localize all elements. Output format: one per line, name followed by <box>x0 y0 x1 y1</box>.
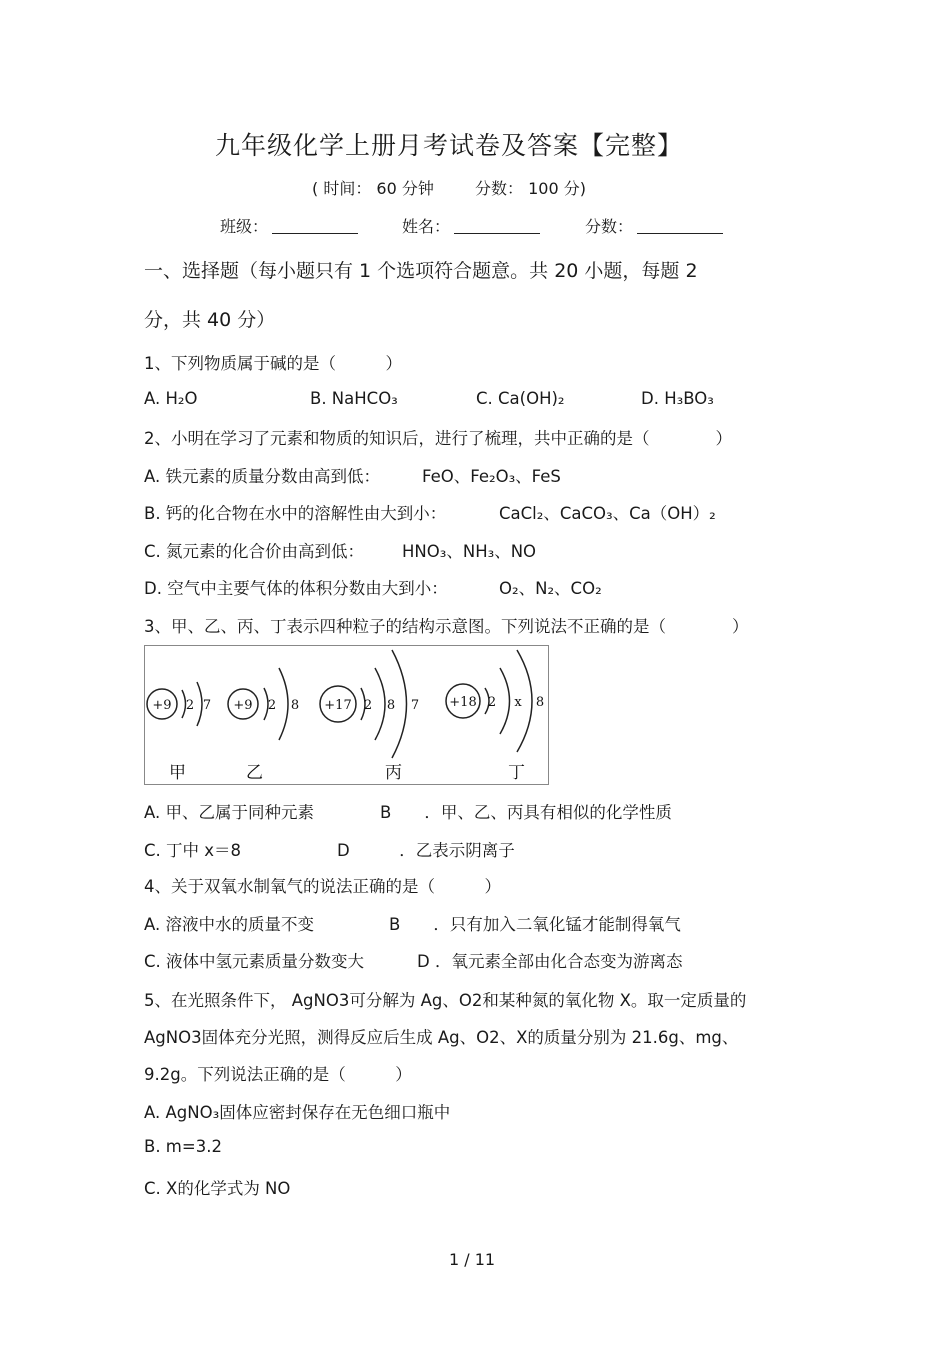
q2-option-a-label: A. 铁元素的质量分数由高到低： <box>144 467 380 486</box>
exam-total-score: 分数： 100 分) <box>475 179 586 198</box>
q3-option-a: A. 甲、乙属于同种元素 <box>144 803 314 822</box>
q3-option-b: B ．甲、乙、丙具有相似的化学性质 <box>380 803 672 822</box>
q4-option-b: B ．只有加入二氧化锰才能制得氧气 <box>389 915 681 934</box>
name-blank <box>454 217 540 234</box>
q2-option-c-value: HNO₃、NH₃、NO <box>402 542 537 561</box>
atom-structure-figure <box>144 645 549 785</box>
q5-stem-line1: 5、在光照条件下， AgNO3可分解为 Ag、O2和某种氮的氧化物 X。取一定质量的 <box>144 991 747 1010</box>
q1-stem: 1、下列物质属于碱的是（ ） <box>144 354 402 373</box>
q2-option-b-label: B. 钙的化合物在水中的溶解性由大到小： <box>144 504 447 523</box>
name-field <box>402 214 540 237</box>
atom-1-shell-2 <box>197 682 202 726</box>
atom-2-label: 乙 <box>246 763 263 783</box>
score-field <box>585 214 723 237</box>
class-blank <box>272 217 358 234</box>
page-title: 九年级化学上册月考试卷及答案【完整】 <box>215 131 684 160</box>
q2-option-d-label: D. 空气中主要气体的体积分数由大到小： <box>144 579 448 598</box>
class-label: 班级： <box>220 217 269 236</box>
atom-2-nucleus: +9 <box>233 698 253 713</box>
atom-3-shell-2 <box>375 668 385 740</box>
name-label: 姓名： <box>402 217 451 236</box>
atom-1-label: 甲 <box>169 763 186 783</box>
score-blank <box>637 217 723 234</box>
section-heading-line2: 分，共 40 分） <box>144 309 276 331</box>
atom-3-shell-2-count: 8 <box>386 698 396 713</box>
page-number: 1 / 11 <box>449 1250 496 1269</box>
q3-option-c: C. 丁中 x＝8 <box>144 841 242 860</box>
q5-option-c: C. X的化学式为 NO <box>144 1179 291 1198</box>
exam-time: ( 时间： 60 分钟 <box>312 179 434 198</box>
q2-stem: 2、小明在学习了元素和物质的知识后，进行了梳理，共中正确的是（ ） <box>144 429 732 448</box>
atom-2-shell-2 <box>279 668 288 740</box>
q2-option-d-value: O₂、N₂、CO₂ <box>499 579 602 598</box>
q5-stem-line3: 9.2g。下列说法正确的是（ ） <box>144 1065 412 1084</box>
q5-stem-line2: AgNO3固体充分光照，测得反应后生成 Ag、O2、X的质量分别为 21.6g、mg、 <box>144 1028 739 1047</box>
q2-option-b-value: CaCl₂、CaCO₃、Ca（OH）₂ <box>499 504 716 523</box>
q5-option-a: A. AgNO₃固体应密封保存在无色细口瓶中 <box>144 1103 451 1122</box>
atom-2-shell-2-count: 8 <box>290 698 300 713</box>
atom-4-nucleus: +18 <box>449 695 477 710</box>
q1-option-c: C. Ca(OH)₂ <box>476 389 565 408</box>
atom-structure-diagram <box>145 646 548 784</box>
q4-stem: 4、关于双氧水制氧气的说法正确的是（ ） <box>144 877 501 896</box>
q1-option-d: D. H₃BO₃ <box>641 389 714 408</box>
atom-1-nucleus: +9 <box>152 698 172 713</box>
section-heading-line1: 一、选择题（每小题只有 1 个选项符合题意。共 20 小题，每题 2 <box>144 260 698 282</box>
q4-option-c: C. 液体中氢元素质量分数变大 <box>144 952 365 971</box>
q1-option-b: B. NaHCO₃ <box>310 389 398 408</box>
atom-3-shell-1-count: 2 <box>363 698 373 713</box>
atom-4-shell-3-count: 8 <box>535 695 545 710</box>
q1-option-a: A. H₂O <box>144 389 198 408</box>
q3-stem: 3、甲、乙、丙、丁表示四种粒子的结构示意图。下列说法不正确的是（ ） <box>144 617 749 636</box>
q3-option-d: D ．乙表示阴离子 <box>337 841 515 860</box>
class-field <box>220 214 358 237</box>
atom-1-shell-1-count: 2 <box>185 698 195 713</box>
atom-4-shell-2-count: x <box>514 695 522 710</box>
atom-3-nucleus: +17 <box>324 698 352 713</box>
q4-option-a: A. 溶液中水的质量不变 <box>144 915 314 934</box>
atom-4-label: 丁 <box>508 763 525 783</box>
atom-1-shell-2-count: 7 <box>202 698 212 713</box>
q2-option-c-label: C. 氮元素的化合价由高到低： <box>144 542 365 561</box>
atom-4-shell-2 <box>500 668 510 734</box>
atom-3-label: 丙 <box>385 763 402 783</box>
score-label: 分数： <box>585 217 634 236</box>
atom-2-shell-1-count: 2 <box>267 698 277 713</box>
q5-option-b: B. m=3.2 <box>144 1137 222 1156</box>
q4-option-d: D ．氧元素全部由化合态变为游离态 <box>417 952 683 971</box>
q2-option-a-value: FeO、Fe₂O₃、FeS <box>422 467 561 486</box>
atom-3-shell-3-count: 7 <box>410 698 420 713</box>
atom-4-shell-1-count: 2 <box>487 695 497 710</box>
